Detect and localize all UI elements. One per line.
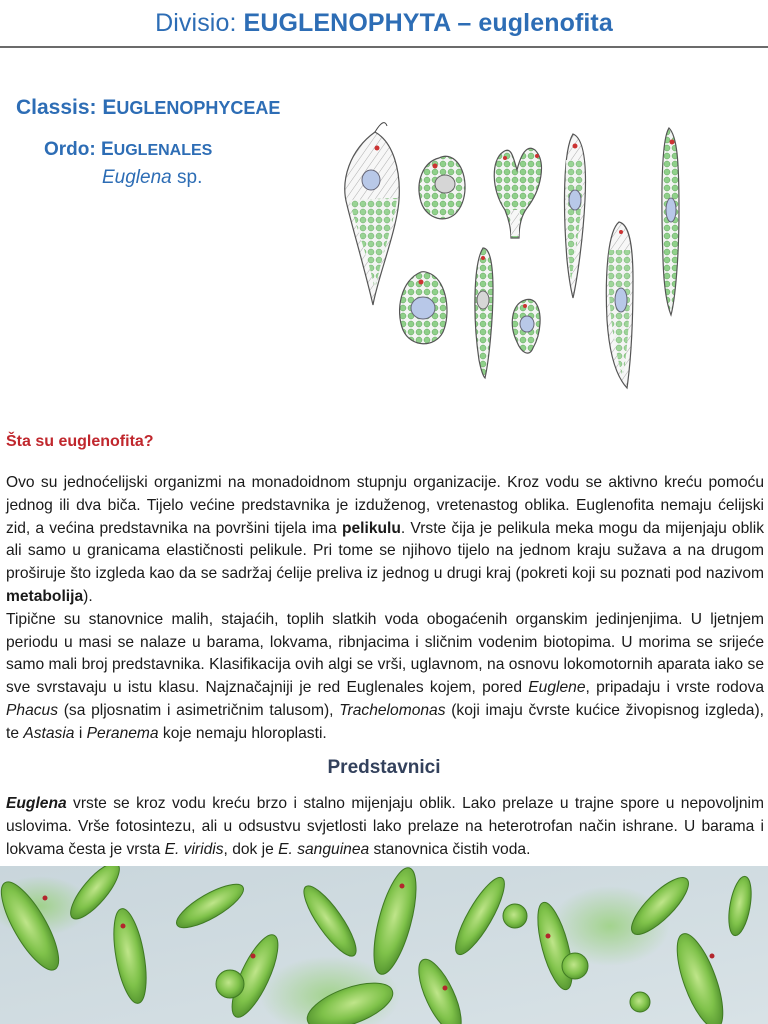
taxon-name: E. sanguinea (278, 840, 370, 858)
text-run: , dok je (223, 840, 279, 858)
text-run: Ovo su jednoćelijski organizmi na monadoidnom stupnju organizacije. Kroz vodu se aktivno kreću pomoću jednog ili dva biča. Tijelo većine predstavnika je izduženog, vretenastog oblika. Euglenofita nemaju ćelijski zid, a većina predstavnika na površini tijela ima (6, 474, 764, 537)
classis-small-caps: UGLENOPHYCEAE (116, 98, 281, 118)
title-prefix: Divisio: (155, 9, 244, 37)
cell-drawing-4 (565, 134, 586, 298)
taxon-name: Astasia (23, 724, 75, 742)
classis-heading (16, 96, 280, 120)
term-pelikula: pelikulu (341, 519, 401, 537)
text-run: stanovnica čistih voda. (369, 840, 531, 858)
text-run: (koji imaju čvrste kućice živopisnog izgleda), te (6, 701, 764, 742)
cell-drawing-6 (400, 272, 447, 344)
taxon-name: Trachelomonas (339, 701, 446, 719)
taxon-name: E. viridis (164, 840, 224, 858)
cell-drawing-9 (606, 222, 633, 388)
intro-paragraph-part-2 (6, 609, 764, 746)
taxon-name: Peranema (86, 724, 159, 742)
cell-drawing-1 (345, 123, 399, 305)
page-title (0, 0, 768, 46)
text-run: vrste se kroz vodu kreću brzo i stalno mijenjaju oblik. Lako prelaze u trajne spore u nepovoljnim uslovima. Vrše fotosintezu, ali u odsustvu svjetlosti lako prelaze na heterotrofan način ishrane. U barama i lokvama česta je vrsta (6, 795, 764, 858)
text-run: ). (83, 587, 93, 605)
text-run: i (74, 724, 87, 742)
section-heading-predstavnici: Predstavnici (327, 757, 441, 778)
taxon-name-bold: Euglena (6, 795, 67, 812)
cell-drawing-8 (512, 299, 540, 353)
term-metabolija: metabolija (6, 587, 84, 605)
cell-drawing-3 (494, 148, 541, 238)
text-run: (sa pljosnatim i asimetričnim talusom), (58, 701, 340, 719)
intro-paragraph-part-1 (6, 472, 764, 609)
ordo-prefix: Ordo: E (44, 139, 114, 160)
text-run: koje nemaju hloroplasti. (158, 724, 327, 742)
intro-paragraph (6, 472, 764, 746)
euglena-drawings-illustration (335, 120, 695, 395)
genus-suffix: sp. (171, 167, 203, 188)
page-header (0, 0, 768, 46)
genus-italic: Euglena (102, 167, 172, 188)
ordo-heading (44, 139, 212, 161)
cell-drawing-5 (662, 128, 679, 315)
text-run: . Vrste čija je pelikula meka mogu da mijenjaju oblik ali samo u granicama elastičnosti pelikule. Pri tome se njihovo tijelo na jednom kraju sužava a na drugom proširuje što izgleda kao da se sadržaj ćelije preliva iz jednog u drugi kraj (pokreti koji su poznati pod nazivom (6, 519, 764, 583)
euglena-micrograph-photo (0, 866, 768, 1024)
taxon-name: Phacus (6, 701, 59, 719)
text-run: , pripadaju i vrste rodova (585, 679, 764, 697)
cell-drawing-7 (475, 248, 493, 378)
title-division: EUGLENOPHYTA – euglenofita (243, 9, 613, 37)
representatives-paragraph (6, 793, 764, 861)
genus-name (102, 167, 202, 189)
header-divider (0, 46, 768, 48)
cell-drawing-2 (419, 156, 465, 218)
taxon-name: Euglene (528, 679, 586, 697)
classis-prefix: Classis: E (16, 96, 117, 119)
ordo-small-caps: UGLENALES (113, 142, 213, 159)
section-question: Šta su euglenofita? (6, 433, 154, 450)
text-run: Tipične su stanovnice malih, stajaćih, toplih slatkih voda obogaćenih organskim jedinjenjima. U ljetnjem periodu u masi se nalaze u barama, lokvama, ribnjacima i sličnim vodenim biotopima. U morima se srijeće samo mali broj predstavnika. Klasifikacija ovih algi se vrši, uglavnom, na osnovu lokomotornih aparata iako se sve svrstavaju u istu klasu. Najznačajniji je red Euglenales kojem, pored (6, 610, 764, 697)
